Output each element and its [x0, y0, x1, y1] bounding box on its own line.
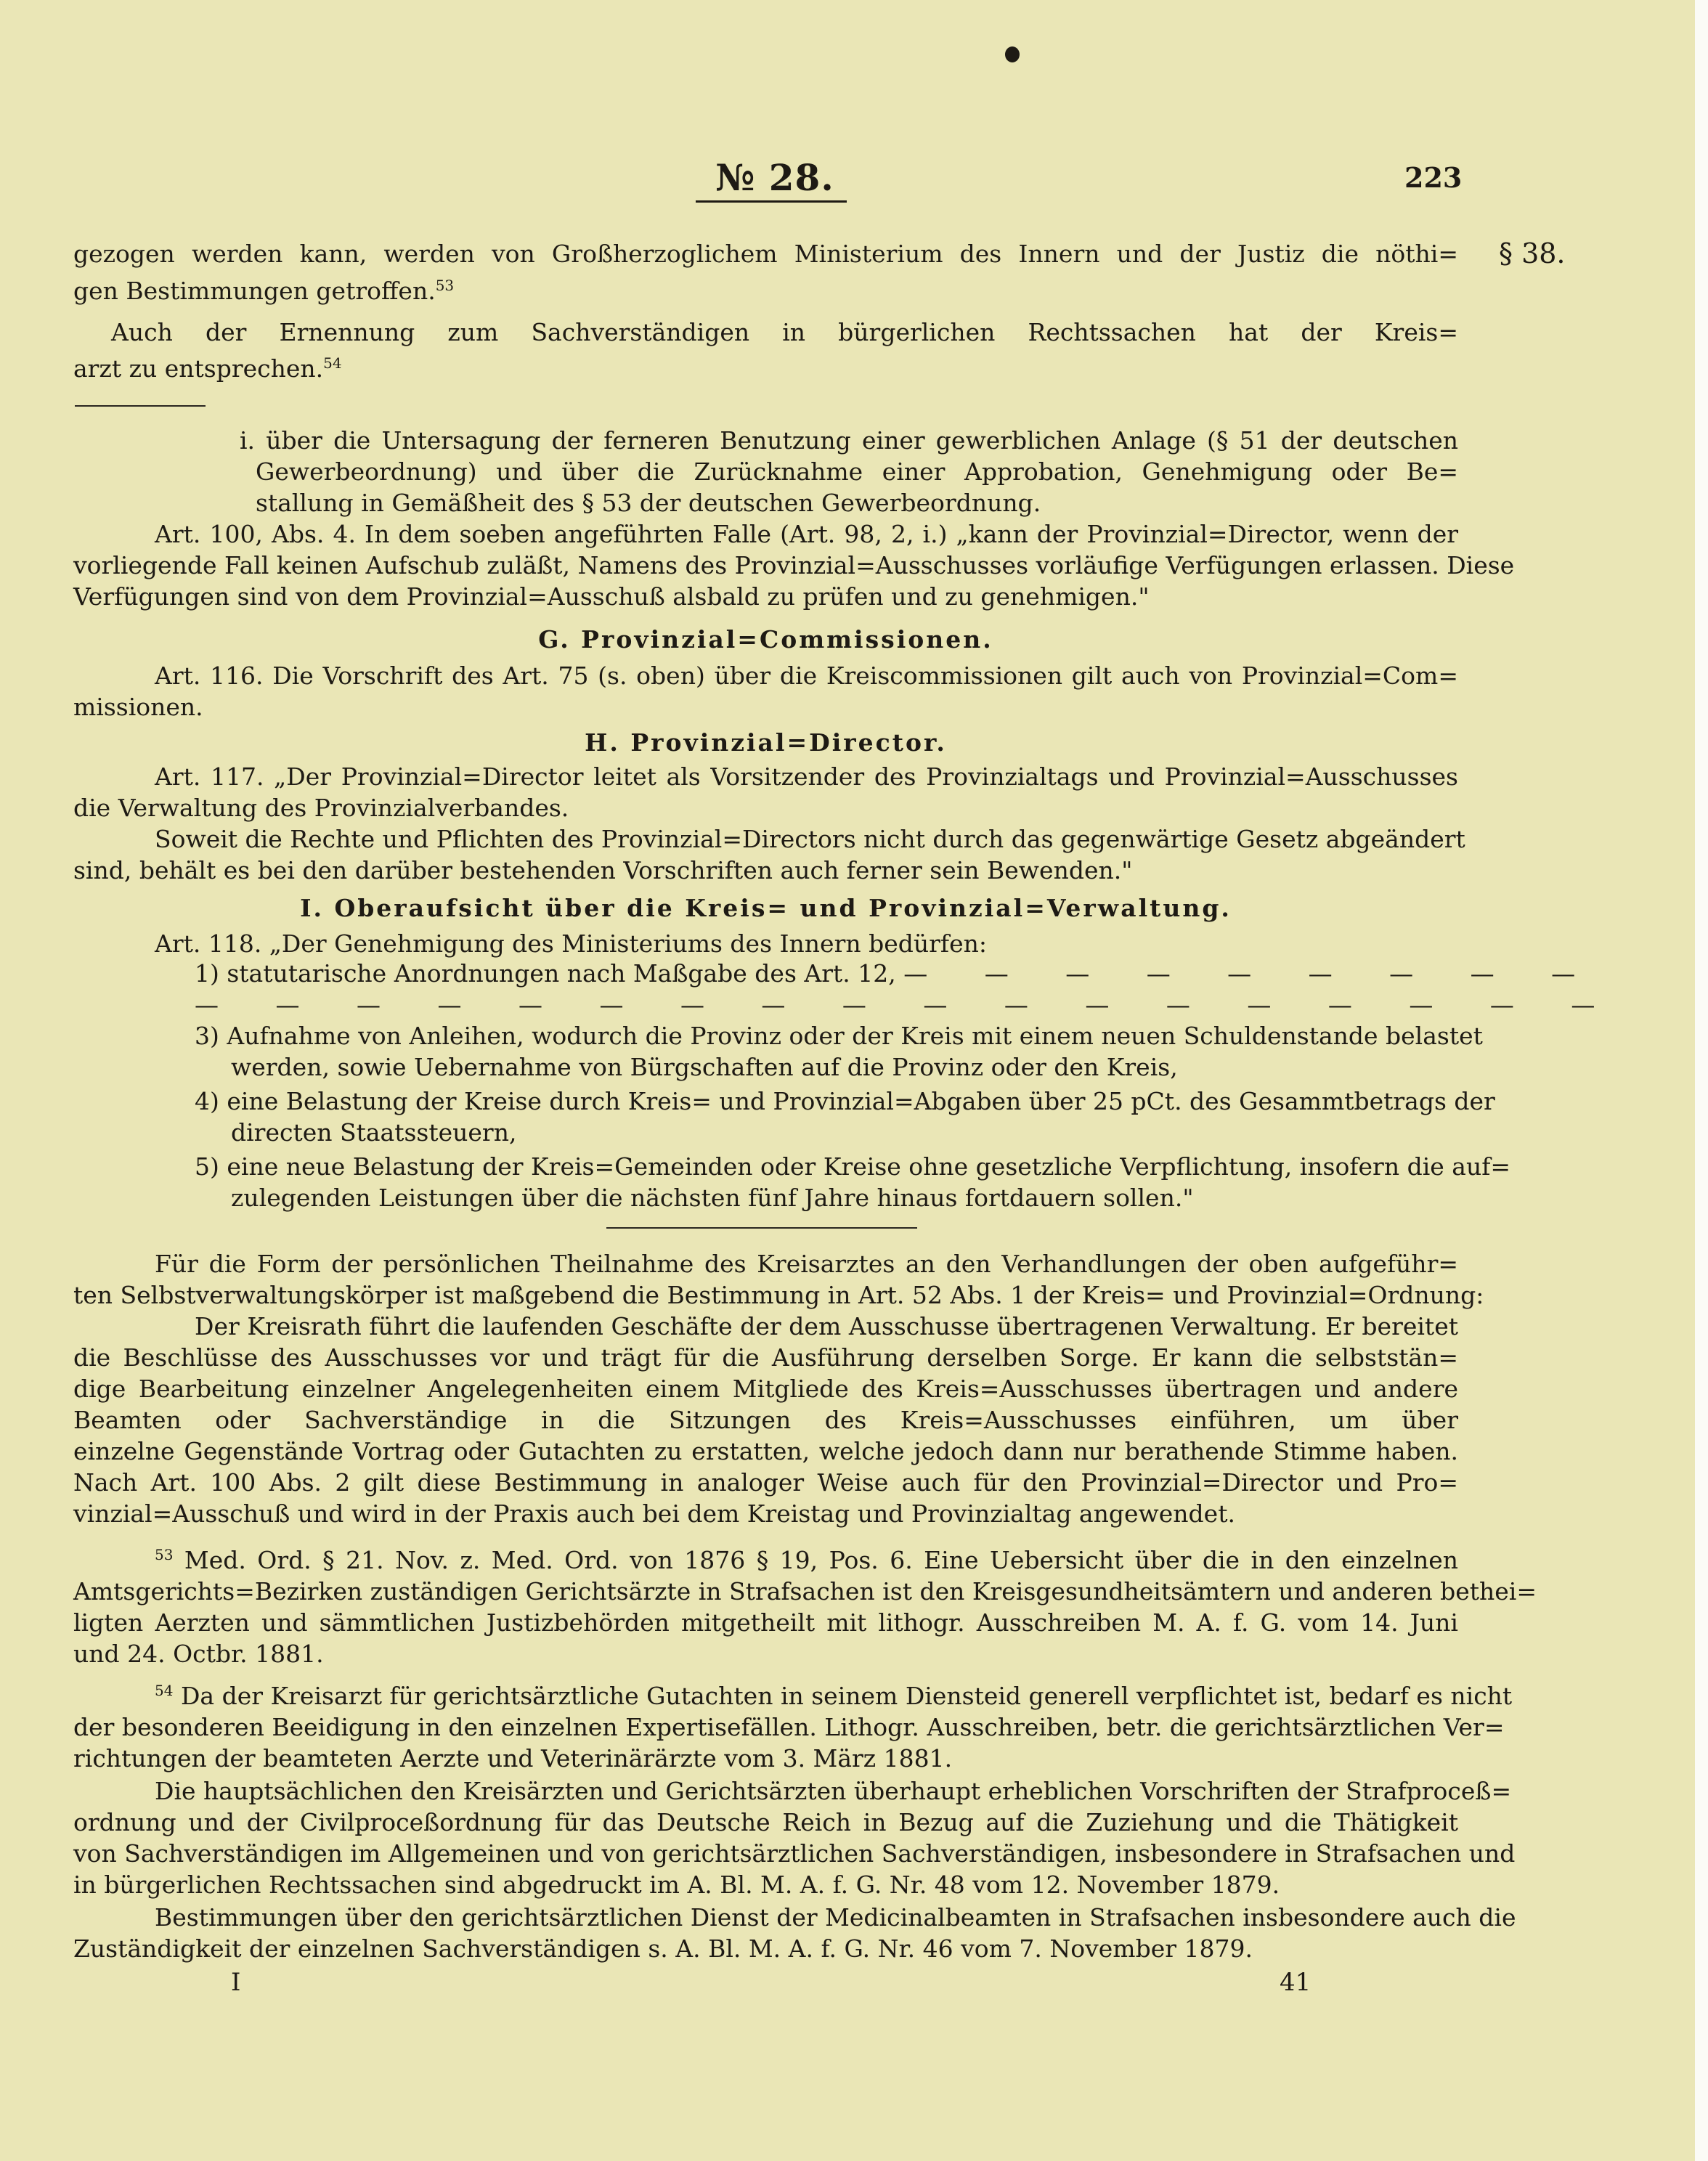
footnote-line — [155, 1544, 1458, 1576]
list-item: 3) Aufnahme von Anleihen, wodurch die Provinz oder der Kreis mit einem neuen Schuldenstande belastet — [195, 1022, 1483, 1050]
footnote-text: Da der Kreisarzt für gerichtsärztliche Gutachten in seinem Diensteid generell verpflichtet ist, bedarf es nicht — [180, 1682, 1513, 1710]
text-line: stallung in Gemäßheit des § 53 der deutschen Gewerbeordnung. — [256, 489, 1041, 517]
footnote-line: Zuständigkeit der einzelnen Sachverständigen s. A. Bl. M. A. f. G. Nr. 46 vom 7. November 1879. — [73, 1934, 1253, 1963]
text-line — [73, 274, 1458, 307]
text-line: sind, behält es bei den darüber bestehenden Vorschriften auch ferner sein Bewenden." — [73, 856, 1133, 884]
list-item: 4) eine Belastung der Kreise durch Kreis= und Provinzial=Abgaben über 25 pCt. des Gesammtbetrags der — [195, 1087, 1495, 1115]
text-line: die Beschlüsse des Ausschusses vor und trägt für die Ausführung derselben Sorge. Er kann die selbststän= — [73, 1343, 1458, 1372]
list-item: zulegenden Leistungen über die nächsten fünf Jahre hinaus fortdauern sollen." — [231, 1184, 1194, 1212]
ink-spot — [1005, 46, 1020, 62]
text-line: Art. 118. „Der Genehmigung des Ministeriums des Innern bedürfen: — [155, 929, 988, 958]
footnote-text: Med. Ord. § 21. Nov. z. Med. Ord. von 1876 § 19, Pos. 6. Eine Uebersicht über die in den einzelnen — [184, 1546, 1458, 1574]
text-line — [73, 352, 1458, 385]
footnote-line: der besonderen Beeidigung in den einzelnen Expertisefällen. Lithogr. Ausschreiben, betr. die gerichtsärztlichen Ver= — [73, 1713, 1505, 1741]
text-line: Gewerbeordnung) und über die Zurücknahme einer Approbation, Genehmigung oder Be= — [256, 457, 1458, 486]
footnote-line — [155, 1680, 1513, 1712]
text-line: die Verwaltung des Provinzialverbandes. — [73, 794, 569, 822]
page-edge — [1695, 0, 1708, 2161]
header-underline — [696, 200, 847, 203]
footnote-line: Amtsgerichts=Bezirken zuständigen Gerichtsärzte in Strafsachen ist den Kreisgesundheitsämtern und anderen bethei= — [73, 1577, 1537, 1606]
text-line: Auch der Ernennung zum Sachverständigen in bürgerlichen Rechtssachen hat der Kreis= — [111, 318, 1458, 346]
text-line: i. über die Untersagung der ferneren Benutzung einer gewerblichen Anlage (§ 51 der deutschen — [240, 426, 1458, 455]
text-line: Verfügungen sind von dem Provinzial=Ausschuß alsbald zu prüfen und zu genehmigen." — [73, 582, 1150, 611]
text-span: arzt zu entsprechen. — [73, 354, 324, 383]
section-heading-g: G. Provinzial=Commissionen. — [538, 625, 993, 654]
footnote-line: ligten Aerzten und sämmtlichen Justizbehörden mitgetheilt mit lithogr. Ausschreiben M. A. f. G. vom 14. Juni — [73, 1608, 1458, 1637]
separator-rule — [75, 405, 206, 407]
list-item: 5) eine neue Belastung der Kreis=Gemeinden oder Kreise ohne gesetzliche Verpflichtung, insofern die auf= — [195, 1152, 1511, 1181]
text-line: vinzial=Ausschuß und wird in der Praxis auch bei dem Kreistag und Provinzialtag angewendet. — [73, 1499, 1235, 1528]
footnote-ref: 53 — [435, 277, 455, 294]
text-line: Soweit die Rechte und Pflichten des Provinzial=Directors nicht durch das gegenwärtige Gesetz abgeändert — [155, 825, 1465, 853]
issue-number: № 28. — [715, 156, 834, 199]
text-line: Der Kreisrath führt die laufenden Geschäfte der dem Ausschusse übertragenen Verwaltung. Er bereitet — [195, 1312, 1458, 1340]
section-heading-i: I. Oberaufsicht über die Kreis= und Provinzial=Verwaltung. — [300, 894, 1232, 922]
text-line: Art. 117. „Der Provinzial=Director leitet als Vorsitzender des Provinzialtags und Provinzial=Ausschusses — [155, 762, 1458, 791]
footnote-line: und 24. Octbr. 1881. — [73, 1640, 324, 1668]
footnote-line: von Sachverständigen im Allgemeinen und von gerichtsärztlichen Sachverständigen, insbesondere in Strafsachen und — [73, 1839, 1516, 1868]
list-item: werden, sowie Uebernahme von Bürgschaften auf die Provinz oder den Kreis, — [231, 1053, 1178, 1081]
signature-mark-right: 41 — [1280, 1968, 1312, 1997]
separator-rule — [606, 1227, 917, 1229]
list-item-text: 1) statutarische Anordnungen nach Maßgabe des Art. 12, — [195, 959, 896, 988]
page-number: 223 — [1404, 161, 1463, 194]
signature-mark-left: I — [231, 1968, 241, 1997]
text-line: Art. 100, Abs. 4. In dem soeben angeführten Falle (Art. 98, 2, i.) „kann der Provinzial=Director, wenn der — [155, 520, 1458, 548]
text-line: gezogen werden kann, werden von Großherzoglichem Ministerium des Innern und der Justiz die nöthi= — [73, 240, 1458, 268]
text-line: Art. 116. Die Vorschrift des Art. 75 (s. oben) über die Kreiscommissionen gilt auch von Provinzial=Com= — [155, 662, 1458, 690]
text-line: dige Bearbeitung einzelner Angelegenheiten einem Mitgliede des Kreis=Ausschusses übertragen und andere — [73, 1375, 1458, 1403]
footnote-line: richtungen der beamteten Aerzte und Veterinärärzte vom 3. März 1881. — [73, 1744, 953, 1773]
list-item — [195, 957, 1601, 990]
text-span: gen Bestimmungen getroffen. — [73, 277, 436, 305]
omission-dashes: — — — — — — — — — — — — — — — — — — — [195, 990, 1620, 1019]
text-line: einzelne Gegenstände Vortrag oder Gutachten zu erstatten, welche jedoch dann nur berathende Stimme haben. — [73, 1437, 1458, 1465]
omission-dashes: — — — — — — — — — — [903, 959, 1601, 988]
footnote-ref: 54 — [323, 354, 342, 372]
margin-section-ref: § 38. — [1499, 237, 1566, 269]
footnote-line: Die hauptsächlichen den Kreisärzten und Gerichtsärzten überhaupt erheblichen Vorschriften der Strafproceß= — [155, 1777, 1512, 1805]
footnote-line: Bestimmungen über den gerichtsärztlichen Dienst der Medicinalbeamten in Strafsachen insbesondere auch die — [155, 1903, 1516, 1932]
text-line: vorliegende Fall keinen Aufschub zuläßt, Namens des Provinzial=Ausschusses vorläufige Verfügungen erlassen. Diese — [73, 551, 1515, 579]
footnote-line: ordnung und der Civilproceßordnung für das Deutsche Reich in Bezug auf die Zuziehung und die Thätigkeit — [73, 1808, 1458, 1836]
text-line: ten Selbstverwaltungskörper ist maßgebend die Bestimmung in Art. 52 Abs. 1 der Kreis= und Provinzial=Ordnung: — [73, 1281, 1484, 1309]
section-heading-h: H. Provinzial=Director. — [585, 728, 947, 757]
text-line: Für die Form der persönlichen Theilnahme des Kreisarztes an den Verhandlungen der oben aufgeführ= — [155, 1250, 1458, 1278]
footnote-line: in bürgerlichen Rechtssachen sind abgedruckt im A. Bl. M. A. f. G. Nr. 48 vom 12. November 1879. — [73, 1871, 1280, 1899]
text-line: Beamten oder Sachverständige in die Sitzungen des Kreis=Ausschusses einführen, um über — [73, 1406, 1458, 1434]
footnote-number: 54 — [155, 1682, 174, 1699]
text-line: missionen. — [73, 693, 203, 721]
list-item: directen Staatssteuern, — [231, 1118, 517, 1147]
text-line: Nach Art. 100 Abs. 2 gilt diese Bestimmung in analoger Weise auch für den Provinzial=Director und Pro= — [73, 1468, 1458, 1497]
footnote-number: 53 — [155, 1546, 174, 1563]
